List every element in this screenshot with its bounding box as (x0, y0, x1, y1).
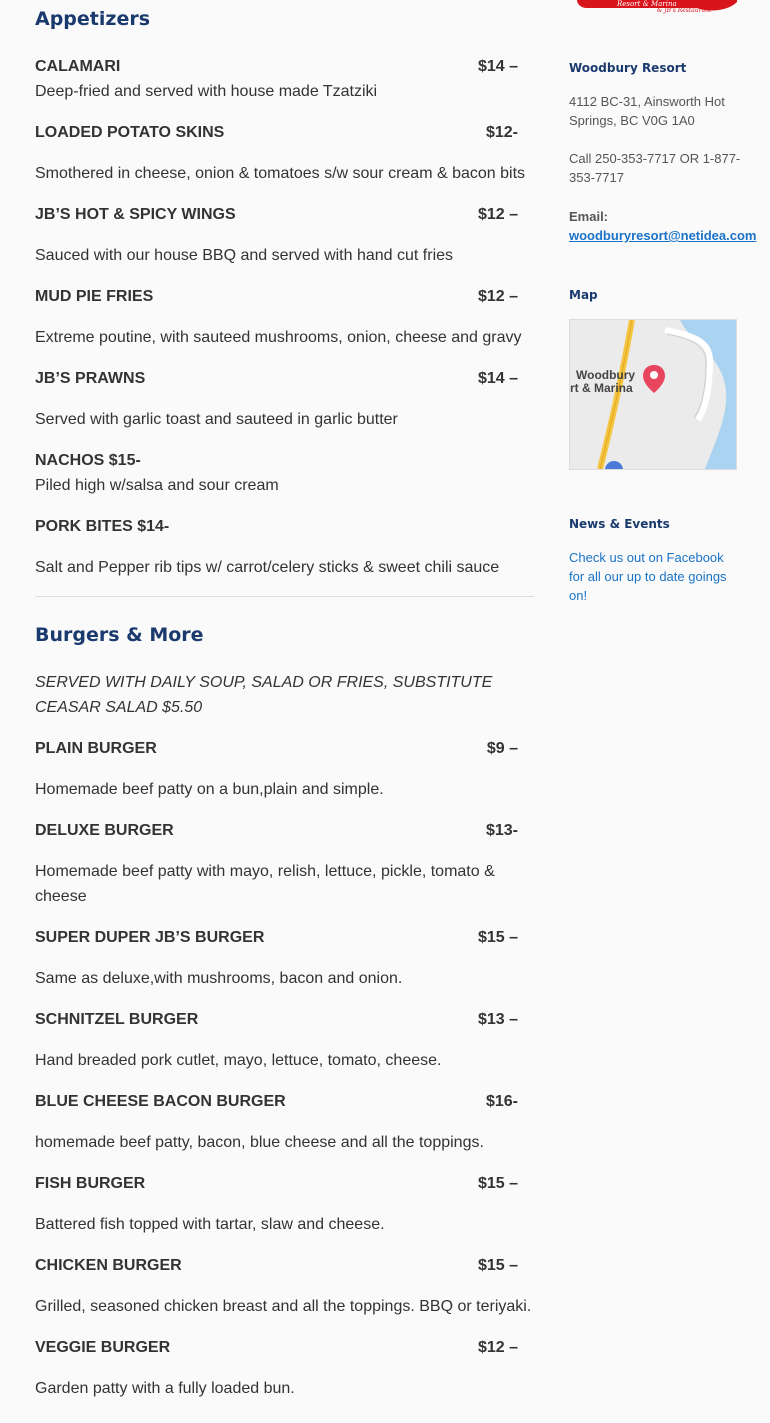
item-name: JB’S PRAWNS (35, 370, 146, 387)
map-label: rt & Marina (570, 381, 633, 395)
item-description: Homemade beef patty with mayo, relish, lettuce, pickle, tomato & cheese (35, 863, 495, 905)
item-name: LOADED POTATO SKINS (35, 124, 225, 141)
item-name: NACHOS $15- (35, 452, 141, 469)
item-price: $12 – (477, 1339, 518, 1356)
item-name: DELUXE BURGER (35, 822, 174, 839)
map-pin-icon[interactable] (643, 365, 665, 393)
item-price: $14 – (477, 58, 518, 75)
item-price: $13 – (477, 1011, 518, 1028)
item-price: $15 – (477, 1175, 518, 1192)
resort-logo[interactable] (577, 0, 737, 14)
item-description: Deep-fried and served with house made Tzatziki (35, 83, 378, 100)
item-price: $12 – (477, 288, 518, 305)
item-name: CALAMARI (35, 58, 121, 75)
item-name: PORK BITES $14- (35, 518, 170, 535)
appetizers-heading: Appetizers (35, 8, 151, 30)
item-name: CHICKEN BURGER (35, 1257, 182, 1274)
item-description: Grilled, seasoned chicken breast and all the toppings. BBQ or teriyaki. (35, 1298, 532, 1315)
item-price: $16- (485, 1093, 518, 1110)
item-description: Homemade beef patty on a bun,plain and simple. (35, 781, 384, 798)
item-price: $15 – (477, 1257, 518, 1274)
item-price: $12- (485, 124, 518, 141)
item-description: Served with garlic toast and sauteed in garlic butter (35, 411, 398, 428)
item-price: $13- (485, 822, 518, 839)
item-name: MUD PIE FRIES (35, 288, 154, 305)
item-price: $12 – (477, 206, 518, 223)
item-name: FISH BURGER (35, 1175, 146, 1192)
item-name: SCHNITZEL BURGER (35, 1011, 199, 1028)
email-link[interactable]: woodburyresort@netidea.com (569, 228, 757, 243)
svg-text:& JB's Restaurant: & JB's Restaurant (657, 7, 712, 14)
item-description: Garden patty with a fully loaded bun. (35, 1380, 295, 1397)
item-description: Sauced with our house BBQ and served with hand cut fries (35, 247, 454, 264)
served-with-note: SERVED WITH DAILY SOUP, SALAD OR FRIES, SUBSTITUTE CEASAR SALAD $5.50 (35, 674, 493, 716)
item-description: Salt and Pepper rib tips w/ carrot/celery sticks & sweet chili sauce (35, 559, 500, 576)
item-name: VEGGIE BURGER (35, 1339, 171, 1356)
item-description: Piled high w/salsa and sour cream (35, 477, 279, 494)
item-name: SUPER DUPER JB’S BURGER (35, 929, 265, 946)
item-name: BLUE CHEESE BACON BURGER (35, 1093, 286, 1110)
item-price: $15 – (477, 929, 518, 946)
item-description: Battered fish topped with tartar, slaw and cheese. (35, 1216, 385, 1233)
location-map[interactable] (569, 319, 737, 470)
map-widget-title: Map (569, 288, 598, 302)
item-description: Smothered in cheese, onion & tomatoes s/w sour cream & bacon bits (35, 165, 526, 182)
item-name: PLAIN BURGER (35, 740, 157, 757)
item-price: $9 – (486, 740, 518, 757)
facebook-link[interactable]: Check us out on Facebook for all our up to date goings on! (569, 550, 727, 603)
svg-text:Resort & Marina: Resort & Marina (617, 0, 677, 8)
burgers-heading: Burgers & More (35, 624, 204, 646)
map-label: Woodbury (576, 368, 636, 382)
item-description: Hand breaded pork cutlet, mayo, lettuce, tomato, cheese. (35, 1052, 442, 1069)
resort-widget-title: Woodbury Resort (569, 61, 687, 75)
news-widget-title: News & Events (569, 517, 670, 531)
section-divider (35, 596, 534, 597)
item-description: Extreme poutine, with sauteed mushrooms, onion, cheese and gravy (35, 329, 522, 346)
email-label: Email: (569, 209, 609, 224)
item-description: Same as deluxe,with mushrooms, bacon and onion. (35, 970, 403, 987)
resort-address: 4112 BC-31, Ainsworth Hot Springs, BC V0G 1A0 (569, 94, 725, 128)
item-name: JB’S HOT & SPICY WINGS (35, 206, 236, 223)
item-price: $14 – (477, 370, 518, 387)
item-description: homemade beef patty, bacon, blue cheese and all the toppings. (35, 1134, 484, 1151)
resort-phone: Call 250-353-7717 OR 1-877-353-7717 (569, 151, 741, 185)
